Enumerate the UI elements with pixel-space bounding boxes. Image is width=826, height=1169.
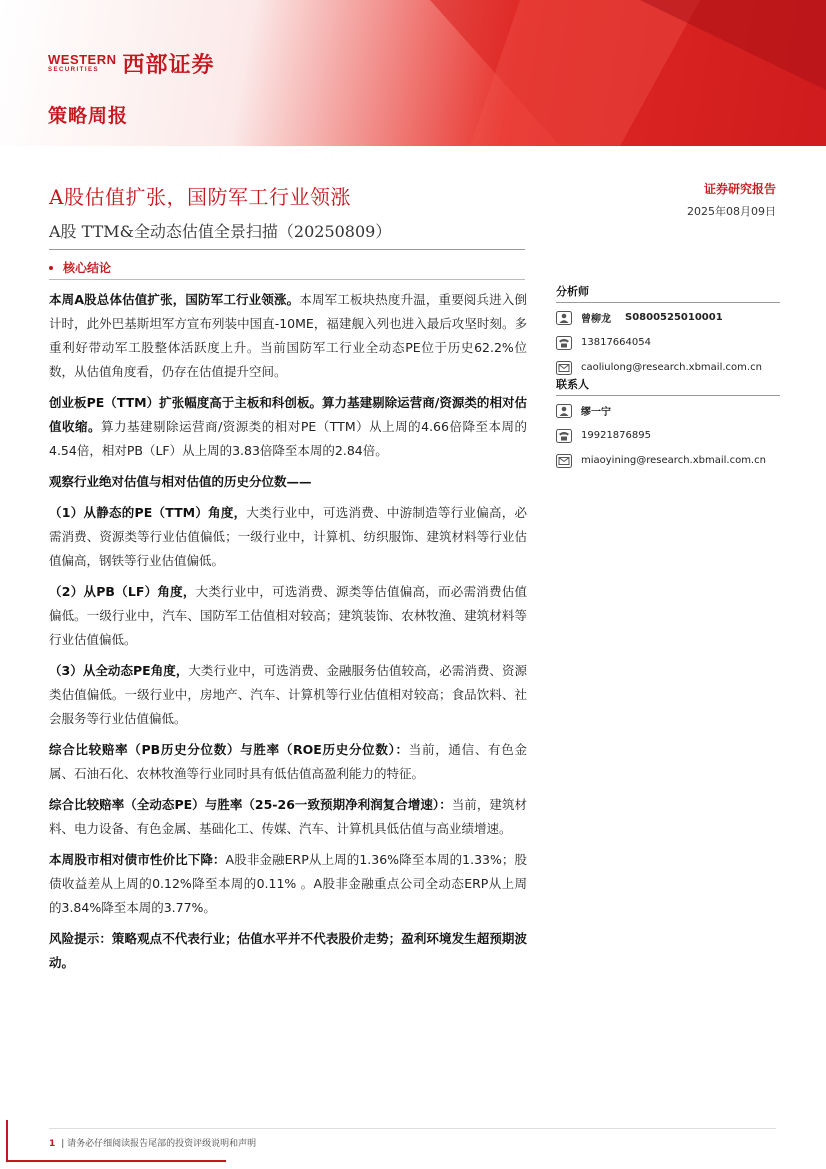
paragraph-text: 大类行业中，可选消费、金融服务估值较高，必需消费、资源类估值偏低。一级行业中，房地产、汽车、计算机等行业估值相对较高；食品饮料、社会服务等行业估值偏低。 [49, 663, 527, 726]
paragraph-text: 本周军工板块热度升温，重要阅兵进入倒计时，此外巴基斯坦军方宣布列装中国直-10ME，福建舰入列也进入最后攻坚时刻。多重利好带动军工股整体活跃度上升。当前国防军工行业全动态PE位于历史62.2%位数，从估值角度看，仍存在估值提升空间。 [49, 292, 527, 379]
email-icon [556, 454, 572, 468]
paragraph-text: 当前，通信、有色金属、石油石化、农林牧渔等行业同时具有低估值高盈利能力的特征。 [49, 742, 527, 781]
paragraph-lead: 创业板PE（TTM）扩张幅度高于主板和科创板。算力基建剔除运营商/资源类的相对估值收缩。 [49, 395, 527, 434]
logo-en-text: WESTERN [48, 52, 117, 67]
paragraph [49, 659, 527, 731]
bullet-icon [49, 266, 53, 270]
contact-email-row [556, 450, 780, 471]
contact-name-row [556, 400, 780, 421]
contact-heading: 联系人 [556, 376, 780, 396]
header-banner [0, 0, 826, 146]
person-icon [556, 404, 572, 418]
logo-english [48, 53, 117, 74]
paragraph-lead: （2）从PB（LF）角度， [49, 584, 196, 599]
paragraph [49, 738, 527, 786]
core-conclusions [49, 288, 527, 982]
paragraph [49, 501, 527, 573]
analyst-email-row [556, 357, 780, 378]
title-divider [49, 249, 525, 250]
paragraph-lead: （1）从静态的PE（TTM）角度， [49, 505, 247, 520]
paragraph-lead: 综合比较赔率（PB历史分位数）与胜率（ROE历史分位数）： [49, 742, 409, 757]
section-heading [49, 259, 111, 276]
paragraph-text: A股非金融ERP从上周的1.36%降至本周的1.33%；股债收益差从上周的0.12%降至本周的0.11% 。A股非金融重点公司全动态ERP从上周的3.84%降至本周的3.77%。 [49, 852, 527, 915]
paragraph-lead: 本周股市相对债市性价比下降： [49, 852, 226, 867]
report-subtitle: A股 TTM&全动态估值全景扫描（20250809） [49, 222, 392, 241]
analyst-license: S0800525010001 [625, 312, 723, 323]
paragraph-lead: 风险提示：策略观点不代表行业；估值水平并不代表股价走势；盈利环境发生超预期波动。 [49, 931, 527, 970]
report-type: 证券研究报告 [703, 182, 776, 196]
email-icon [556, 361, 572, 375]
page-footer [49, 1136, 256, 1149]
analyst-phone-row [556, 332, 780, 353]
contact-name: 缪一宁 [581, 407, 611, 418]
contact-card [556, 376, 780, 471]
footer-divider [49, 1128, 776, 1129]
paragraph-text: 大类行业中，可选消费、源类等估值偏高，而必需消费估值偏低。一级行业中，汽车、国防军工估值相对较高；建筑装饰、农林牧渔、建筑材料等行业估值偏低。 [49, 584, 527, 647]
analyst-heading: 分析师 [556, 283, 780, 303]
contact-phone-row [556, 425, 780, 446]
paragraph-lead: 综合比较赔率（全动态PE）与胜率（25-26一致预期净利润复合增速）： [49, 797, 452, 812]
analyst-name-row [556, 307, 780, 328]
contact-email: miaoyining@research.xbmail.com.cn [581, 455, 766, 466]
paragraph [49, 580, 527, 652]
paragraph [49, 391, 527, 463]
section-label: 核心结论 [63, 261, 112, 275]
paragraph-lead: 本周A股总体估值扩张，国防军工行业领涨。 [49, 292, 300, 307]
corner-mark-vertical [6, 1120, 8, 1162]
analyst-phone: 13817664054 [581, 337, 651, 348]
paragraph-text: 大类行业中，可选消费、中游制造等行业偏高，必需消费、资源类等行业估值偏低；一级行业中，计算机、纺织服饰、建筑材料等行业估值偏高，钢铁等行业估值偏低。 [49, 505, 527, 568]
phone-icon [556, 336, 572, 350]
paragraph [49, 848, 527, 920]
report-series: 策略周报 [48, 105, 129, 127]
analyst-card [556, 283, 780, 378]
analyst-name: 曾柳龙 [581, 314, 611, 325]
contact-phone: 19921876895 [581, 430, 651, 441]
person-icon [556, 311, 572, 325]
report-date: 2025年08月09日 [687, 205, 776, 218]
section-divider [49, 279, 525, 280]
paragraph [49, 470, 527, 494]
paragraph [49, 288, 527, 384]
analyst-email: caoliulong@research.xbmail.com.cn [581, 362, 762, 373]
paragraph-lead: （3）从全动态PE角度， [49, 663, 189, 678]
company-logo [48, 48, 215, 79]
paragraph-lead: 观察行业绝对估值与相对估值的历史分位数—— [49, 474, 312, 489]
logo-chinese: 西部证券 [122, 53, 215, 78]
paragraph [49, 927, 527, 975]
footer-disclaimer: | 请务必仔细阅读报告尾部的投资评级说明和声明 [61, 1139, 257, 1149]
corner-mark-horizontal [6, 1160, 226, 1162]
paragraph-text: 当前，建筑材料、电力设备、有色金属、基础化工、传媒、汽车、计算机具低估值与高业绩增速。 [49, 797, 527, 836]
paragraph-text: 算力基建剔除运营商/资源类的相对PE（TTM）从上周的4.66倍降至本周的4.54倍，相对PB（LF）从上周的3.83倍降至本周的2.84倍。 [49, 419, 527, 458]
phone-icon [556, 429, 572, 443]
page-number: 1 [49, 1139, 56, 1149]
report-title: A股估值扩张，国防军工行业领涨 [49, 185, 351, 209]
paragraph [49, 793, 527, 841]
logo-en-sub: SECURITIES [48, 67, 100, 73]
